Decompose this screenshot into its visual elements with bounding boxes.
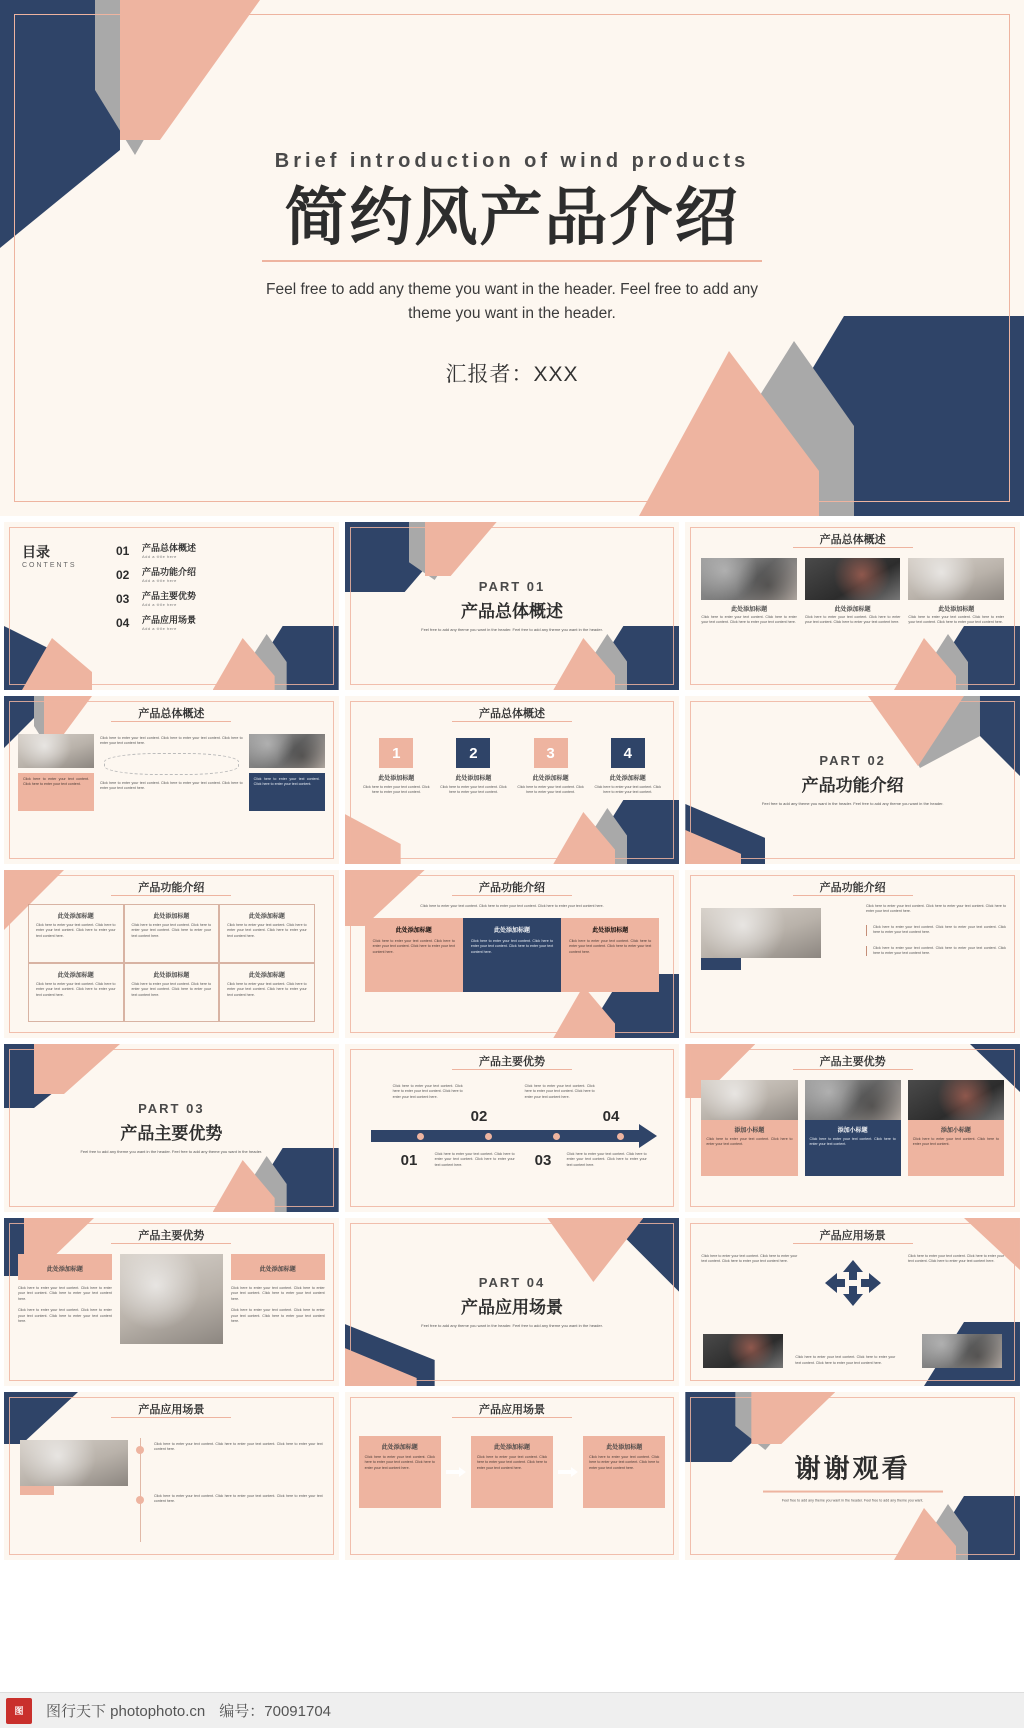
part-content <box>345 1275 680 1329</box>
hero-title: 简约风产品介绍 <box>284 183 740 253</box>
cell-title: 此处添加标题 <box>248 973 285 979</box>
cell-title: 此处添加标题 <box>57 914 94 920</box>
title-underline <box>111 1417 231 1418</box>
part-title: 产品功能介绍 <box>801 775 904 795</box>
panel[interactable] <box>561 918 659 992</box>
caption: 此处添加标题 <box>834 607 871 613</box>
toc-label-en: Add a title here <box>142 577 177 583</box>
title-underline <box>111 895 231 896</box>
grid-cell[interactable] <box>124 904 220 963</box>
slide-frame <box>350 1049 675 1207</box>
timeline-number: 03 <box>534 1152 552 1169</box>
body-text: Click here to enter your text content. Click here to enter your text content. Click here to enter your text content here. <box>872 945 1006 955</box>
thanks-divider <box>763 1491 943 1493</box>
timeline-item-top <box>393 1084 463 1100</box>
part-subtitle: Feel free to add any theme you want in the header. Feel free to add any theme you want in the header. <box>421 1322 603 1328</box>
body-text: Click here to enter your text content. Click here to enter your text content. <box>362 785 430 795</box>
grid-cell[interactable] <box>28 904 124 963</box>
title-underline <box>452 895 572 896</box>
image-placeholder <box>701 558 797 600</box>
slide-advantage-photos[interactable] <box>685 1044 1020 1212</box>
decor-pink <box>425 522 497 576</box>
body-text: Click here to enter your text content. Click here to enter your text content. Click here to enter your text content here. <box>18 1286 112 1301</box>
image-placeholder <box>703 1334 783 1368</box>
toc-number: 02 <box>116 567 130 582</box>
panel[interactable] <box>463 918 561 992</box>
timeline-number: 02 <box>470 1108 488 1125</box>
slide-scene-arrows[interactable] <box>685 1218 1020 1386</box>
caption: 添加小标题 <box>734 1128 765 1134</box>
flow-arc <box>104 753 239 775</box>
slide-contents[interactable] <box>4 522 339 690</box>
body-block <box>866 946 1006 957</box>
body-text: Click here to enter your text content. Click here to enter your text content. Click here to enter your text content here. <box>701 1254 798 1264</box>
part-content <box>345 579 680 633</box>
page-title: 产品功能介绍 <box>138 882 205 894</box>
timeline-dot <box>553 1133 560 1140</box>
page-title: 产品总体概述 <box>478 708 545 720</box>
page-title: 产品功能介绍 <box>478 882 545 894</box>
body-text: Click here to enter your text content. Click here to enter your text content. <box>440 785 507 795</box>
slide-function-grid[interactable] <box>4 870 339 1038</box>
panel-title: 此处添加标题 <box>493 928 530 934</box>
title-underline <box>793 895 913 896</box>
text-card <box>701 1120 797 1176</box>
panel-row <box>365 918 660 992</box>
hero-subtitle: Feel free to add any theme you want in the header. Feel free to add any theme you want in the header. <box>265 280 758 322</box>
body-text: Click here to enter your text content. Click here to enter your text content. Click here to enter your text content here. <box>154 1494 323 1504</box>
image-placeholder <box>701 908 821 958</box>
toc-list <box>116 544 196 640</box>
page-title: 产品应用场景 <box>478 1404 545 1416</box>
body-text: Click here to enter your text content. Click here to enter your text content. Click here to enter your text content here. <box>364 1455 435 1470</box>
image-placeholder <box>120 1254 223 1344</box>
slide-function-photo[interactable] <box>685 870 1020 1038</box>
part-label: PART 04 <box>478 1274 546 1290</box>
body-text: Click here to enter your text content. Click here to enter your text content. <box>23 777 89 787</box>
title-underline <box>452 721 572 722</box>
timeline-dot <box>417 1133 424 1140</box>
decor-pink-bl <box>345 814 401 864</box>
page-title: 产品总体概述 <box>819 534 886 546</box>
cell-title: 此处添加标题 <box>153 973 190 979</box>
slide-overview-flow[interactable] <box>4 696 339 864</box>
hero-eyebrow: Brief introduction of wind products <box>274 150 750 172</box>
part-content <box>685 753 1020 807</box>
timeline-dot <box>136 1496 144 1504</box>
page-title: 产品总体概述 <box>138 708 205 720</box>
timeline-item-top <box>525 1084 595 1100</box>
text-card <box>805 1120 901 1176</box>
list-item[interactable] <box>116 592 196 607</box>
body-text: Click here to enter your text content. Click here to enter your text content. Click here to enter your text content here. <box>154 1442 323 1452</box>
title-underline <box>111 721 231 722</box>
title-underline <box>793 1243 913 1244</box>
page-title: 产品主要优势 <box>138 1230 205 1242</box>
toc-title-cn: 目录 <box>22 544 50 560</box>
slide-advantage-cards[interactable] <box>4 1218 339 1386</box>
part-title: 产品主要优势 <box>120 1123 223 1143</box>
hero-divider <box>262 260 762 262</box>
image-placeholder <box>805 1080 901 1120</box>
body-text: Click here to enter your text content. Click here to enter your text content. <box>253 777 320 787</box>
slide-thumbnail-grid <box>0 522 1024 1560</box>
toc-number: 01 <box>116 544 130 558</box>
hero-slide <box>0 0 1024 516</box>
caption: 添加小标题 <box>837 1128 868 1134</box>
slide-part-02[interactable] <box>685 696 1020 864</box>
slide-overview-steps[interactable] <box>345 696 680 864</box>
page-title: 产品应用场景 <box>138 1404 205 1416</box>
body-text: Click here to enter your text content. Click here to enter your text content. Click here to enter your text content here. <box>18 1308 112 1323</box>
caption: 此处添加标题 <box>378 776 415 782</box>
page-title: 产品应用场景 <box>819 1230 886 1242</box>
body-block <box>866 925 1006 936</box>
list-item[interactable] <box>116 616 196 631</box>
toc-label-en: Add a title here <box>142 601 177 607</box>
slide-scene-photo[interactable] <box>4 1392 339 1560</box>
body-text: Click here to enter your text content. Click here to enter your text content. Click here to enter your text content here. <box>100 736 243 746</box>
body-text: Click here to enter your text content. Click here to enter your text content. Click here to enter your text content here. <box>872 924 1006 935</box>
body-text: Click here to enter your text content. Click here to enter your text content. Click here to enter your text content here. <box>476 1455 548 1470</box>
body-text: Click here to enter your text content. Click here to enter your text content. Click here to enter your text content here. <box>907 1254 1004 1264</box>
timeline-arrow-icon <box>639 1124 657 1148</box>
hero-content <box>0 150 1024 388</box>
body-text: Click here to enter your text content. Click here to enter your text content. Click here to enter your text content here. <box>227 923 307 938</box>
body-text: Click here to enter your text content. Click here to enter your text content. Click here to enter your text content here. <box>131 982 212 997</box>
body-text: Click here to enter your text content. Click here to enter your text content. Click here to enter your text content here. <box>230 1286 325 1301</box>
toc-number: 03 <box>116 591 130 606</box>
caption: 此处添加标题 <box>259 1267 296 1273</box>
body-text: Click here to enter your text content. Click here to enter your text content. Click here to enter your text content here. <box>36 923 116 938</box>
step-number: 4 <box>611 738 645 768</box>
slide-part-04[interactable] <box>345 1218 680 1386</box>
step-number: 2 <box>456 738 490 768</box>
body-text: Click here to enter your text content. Click here to enter your text content. Click here to enter your text content here. <box>566 1152 647 1167</box>
decor-pink <box>34 1044 120 1094</box>
body-text: Click here to enter your text content. Click here to enter your text content. Click here to enter your text content here. <box>131 923 212 938</box>
cell-title: 此处添加标题 <box>57 973 94 979</box>
timeline-item-bottom <box>567 1152 647 1168</box>
part-subtitle: Feel free to add any theme you want in the header. Feel free to add any theme you want in the header. <box>421 626 603 632</box>
panel-title: 此处添加标题 <box>592 928 629 934</box>
part-label: PART 02 <box>819 752 886 768</box>
text-card <box>908 1120 1004 1176</box>
title-underline <box>452 1069 572 1070</box>
slide-part-03[interactable] <box>4 1044 339 1212</box>
image-placeholder <box>701 1080 797 1120</box>
thanks-content <box>685 1449 1020 1504</box>
part-label: PART 01 <box>478 578 546 594</box>
grid-cell[interactable] <box>219 904 315 963</box>
title-underline <box>111 1243 231 1244</box>
image-placeholder <box>805 558 901 600</box>
flow-step[interactable] <box>471 1436 553 1508</box>
part-content <box>4 1101 339 1155</box>
image-placeholder <box>20 1440 128 1486</box>
slide-function-panels[interactable] <box>345 870 680 1038</box>
body-text: Click here to enter your text content. Click here to enter your text content. Click here to enter your text content here. <box>392 1084 463 1099</box>
list-item[interactable] <box>116 568 196 583</box>
card-header <box>231 1254 325 1280</box>
body-text: Click here to enter your text content. Click here to enter your text content. Click here to enter your text content here. <box>434 1152 515 1167</box>
body-text: Click here to enter your text content. Click here to enter your text content. Click here to enter your text content here. <box>908 615 1004 625</box>
toc-number: 04 <box>116 615 130 630</box>
part-title: 产品总体概述 <box>460 601 563 621</box>
decor-pink <box>751 1392 835 1444</box>
image-placeholder <box>908 558 1004 600</box>
part-title: 产品应用场景 <box>460 1297 563 1317</box>
toc-header <box>22 542 77 569</box>
card-header <box>18 1254 112 1280</box>
image-placeholder <box>249 734 325 768</box>
body-text: Click here to enter your text content. Click here to enter your text content. <box>706 1137 793 1147</box>
list-item[interactable] <box>116 544 196 559</box>
image-placeholder <box>18 734 94 768</box>
body-text: Click here to enter your text content. Click here to enter your text content. Click here to enter your text content here. <box>227 982 307 997</box>
intro-text: Click here to enter your text content. Click here to enter your text content. Click here to enter your text content here. <box>420 904 604 908</box>
panel-title: 此处添加标题 <box>395 928 432 934</box>
image-placeholder <box>922 1334 1002 1368</box>
feature-grid <box>28 904 315 1022</box>
body-text: Click here to enter your text content. Click here to enter your text content. Click here to enter your text content here. <box>36 982 116 997</box>
arrow-cross-icon <box>825 1260 881 1311</box>
text-card <box>249 773 325 811</box>
step-title: 此处添加标题 <box>381 1445 418 1451</box>
title-underline <box>452 1417 572 1418</box>
arrow-right-icon <box>557 1436 579 1508</box>
toc-label-cn: 产品主要优势 <box>142 590 197 601</box>
caption: 此处添加标题 <box>46 1267 83 1273</box>
part-label: PART 03 <box>138 1100 205 1116</box>
timeline-dot <box>136 1446 144 1454</box>
timeline-item-bottom <box>435 1152 515 1168</box>
timeline-number: 04 <box>602 1108 620 1125</box>
body-text: Click here to enter your text content. Click here to enter your text content. Click here to enter your text content here. <box>701 615 797 625</box>
page-title: 产品功能介绍 <box>819 882 886 894</box>
slide-part-01[interactable] <box>345 522 680 690</box>
toc-label-en: Add a title here <box>142 553 177 559</box>
toc-label-cn: 产品总体概述 <box>142 543 197 553</box>
step-number: 1 <box>379 738 413 768</box>
panel[interactable] <box>365 918 463 992</box>
slide-advantage-timeline[interactable] <box>345 1044 680 1212</box>
cell-title: 此处添加标题 <box>248 914 285 920</box>
body-text: Click here to enter your text content. Click here to enter your text content. Click here to enter your text content here. <box>795 1355 896 1365</box>
cell-title: 此处添加标题 <box>153 914 190 920</box>
title-underline <box>793 547 913 548</box>
caption: 此处添加标题 <box>532 776 569 782</box>
grid-cell[interactable] <box>219 963 315 1022</box>
thanks-title: 谢谢观看 <box>794 1453 911 1484</box>
body-text: Click here to enter your text content. Click here to enter your text content. Click here to enter your text content here. <box>865 904 1006 914</box>
slide-overview-photos[interactable] <box>685 522 1020 690</box>
caption: 此处添加标题 <box>609 776 646 782</box>
arrow-right-icon <box>445 1436 467 1508</box>
toc-title-en: CONTENTS <box>22 562 77 569</box>
decor-navy <box>4 1392 78 1444</box>
step-title: 此处添加标题 <box>493 1445 530 1451</box>
title-underline <box>793 1069 913 1070</box>
body-text: Click here to enter your text content. Click here to enter your text content. Click here to enter your text content here. <box>230 1308 325 1323</box>
site-logo-icon: 图 <box>6 1698 32 1724</box>
hero-author: 汇报者：XXX <box>445 362 579 386</box>
flow-step[interactable] <box>583 1436 665 1508</box>
step-number: 3 <box>534 738 568 768</box>
body-text: Click here to enter your text content. Click here to enter your text content. Click here to enter your text content here. <box>372 939 455 954</box>
timeline-bar <box>371 1130 640 1142</box>
part-subtitle: Feel free to add any theme you want in the header. Feel free to add any theme you want in the header. <box>761 800 944 806</box>
body-text: Click here to enter your text content. Click here to enter your text content. Click here to enter your text content here. <box>470 939 554 954</box>
toc-label-cn: 产品功能介绍 <box>142 566 197 577</box>
caption: 此处添加标题 <box>731 607 768 613</box>
timeline-dot <box>485 1133 492 1140</box>
text-card <box>18 773 94 811</box>
body-text: Click here to enter your text content. Click here to enter your text content. <box>809 1137 896 1147</box>
body-text: Click here to enter your text content. Click here to enter your text content. <box>517 785 584 795</box>
thanks-subtitle: Feel free to add any theme you want in the header. Feel free to add any theme you want. <box>781 1498 924 1503</box>
body-text: Click here to enter your text content. Click here to enter your text content. Click here to enter your text content here. <box>569 939 652 954</box>
body-text: Click here to enter your text content. Click here to enter your text content. Click here to enter your text content here. <box>589 1455 660 1470</box>
watermark-footer <box>0 1692 1024 1728</box>
slide-scene-flow[interactable] <box>345 1392 680 1560</box>
flow-step[interactable] <box>359 1436 441 1508</box>
image-placeholder <box>908 1080 1004 1120</box>
decor-pink <box>547 1218 643 1282</box>
toc-label-cn: 产品应用场景 <box>142 614 197 625</box>
caption: 此处添加标题 <box>938 607 975 613</box>
caption: 此处添加标题 <box>455 776 492 782</box>
image-id-label: 编号：70091704 <box>219 1703 332 1720</box>
body-text: Click here to enter your text content. Click here to enter your text content. <box>594 785 662 795</box>
timeline-dot <box>617 1133 624 1140</box>
body-text: Click here to enter your text content. Click here to enter your text content. Click here to enter your text content here. <box>804 615 901 625</box>
part-subtitle: Feel free to add any theme you want in the header. Feel free to add any theme you want in the header. <box>80 1148 263 1154</box>
page-title: 产品主要优势 <box>819 1056 886 1068</box>
page-title: 产品主要优势 <box>478 1056 545 1068</box>
grid-cell[interactable] <box>28 963 124 1022</box>
caption: 添加小标题 <box>940 1128 971 1134</box>
body-text: Click here to enter your text content. Click here to enter your text content. Click here to enter your text content here. <box>100 780 243 791</box>
grid-cell[interactable] <box>124 963 220 1022</box>
site-name: 图行天下 photophoto.cn <box>46 1703 206 1720</box>
timeline-number: 01 <box>400 1152 418 1169</box>
step-title: 此处添加标题 <box>606 1445 643 1451</box>
toc-label-en: Add a title here <box>142 625 177 631</box>
slide-thanks[interactable] <box>685 1392 1020 1560</box>
body-text: Click here to enter your text content. Click here to enter your text content. Click here to enter your text content here. <box>524 1084 595 1099</box>
body-text: Click here to enter your text content. Click here to enter your text content. <box>912 1137 999 1147</box>
